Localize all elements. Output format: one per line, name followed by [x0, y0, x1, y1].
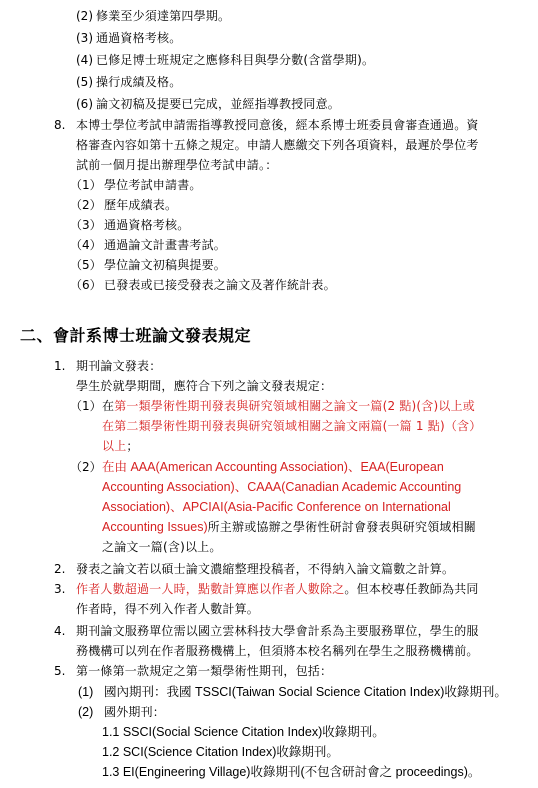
rule-1-b-emphasis: Association)、APCIAI(Asia-Pacific Conference on International [102, 500, 451, 514]
item-8-line: 試前一個月提出辦理學位考試申請。： [76, 158, 278, 172]
rule-5-b-number: (2) [78, 705, 94, 719]
req-num: (4) [76, 53, 93, 67]
rule-1-b-number: （2） [70, 460, 102, 474]
rule-1-a-number: （1） [70, 399, 102, 413]
rule-1-a-end: ； [126, 439, 139, 453]
rule-4-text: 務機構可以列在作者服務機構上，但須將本校名稱列在學生之服務機構前。 [76, 644, 479, 658]
doc-num: （2） [70, 198, 102, 212]
doc-text: 學位論文初稿與提要。 [104, 258, 227, 272]
rule-1-title: 期刊論文發表： [76, 359, 162, 373]
rule-1-a-emphasis: 在第二類學術性期刊發表與研究領域相關之論文兩篇(一篇 1 點)（含） [102, 419, 482, 433]
rule-3-text: 。但本校專任教師為共同 [344, 582, 479, 596]
req-text: 已修足博士班規定之應修科目與學分數(含當學期)。 [96, 53, 375, 67]
rule-3-text: 作者時，得不列入作者人數計算。 [76, 602, 260, 616]
section-heading: 二、會計系博士班論文發表規定 [20, 326, 252, 345]
req-num: (6) [76, 97, 93, 111]
rule-4-number: 4. [54, 624, 66, 638]
rule-5-a-text: 國內期刊：我國 TSSCI(Taiwan Social Science Citation Index)收錄期刊。 [104, 685, 507, 699]
rule-3-line [76, 580, 479, 598]
rule-4-text: 期刊論文服務單位需以國立雲林科技大學會計系為主要服務單位，學生的服 [76, 624, 479, 638]
req-text: 論文初稿及提要已完成，並經指導教授同意。 [96, 97, 341, 111]
doc-text: 通過資格考核。 [104, 218, 190, 232]
rule-1-b-emphasis: 在由 AAA(American Accounting Association)、EAA(European [102, 460, 444, 474]
journal-index-item: 1.2 SCI(Science Citation Index)收錄期刊。 [102, 745, 339, 759]
doc-num: （6） [70, 278, 102, 292]
rule-1-b-emphasis: Accounting Association)、CAAA(Canadian Academic Accounting [102, 480, 462, 494]
rule-1-b-text: 之論文一篇(含)以上。 [102, 540, 222, 554]
rule-2-text: 發表之論文若以碩士論文濃縮整理投稿者，不得納入論文篇數之計算。 [76, 562, 455, 576]
doc-text: 已發表或已接受發表之論文及著作統計表。 [104, 278, 336, 292]
rule-3-number: 3. [54, 582, 66, 596]
rule-1-intro: 學生於就學期間，應符合下列之論文發表規定： [76, 379, 333, 393]
rule-1-a-emphasis: 第一類學術性期刊發表與研究領域相關之論文一篇(2 點)(含)以上或 [114, 399, 475, 413]
item-8-line: 格審查內容如第十五條之規定。申請人應繳交下列各項資料，最遲於學位考 [76, 138, 479, 152]
rule-1-number: 1. [54, 359, 66, 373]
doc-text: 通過論文計畫書考試。 [104, 238, 227, 252]
rule-1-a-emphasis: 以上 [102, 439, 127, 453]
req-num: (5) [76, 75, 93, 89]
doc-text: 學位考試申請書。 [104, 178, 202, 192]
req-num: (2) [76, 9, 93, 23]
rule-1-b-line [102, 518, 476, 536]
rule-5-number: 5. [54, 664, 66, 678]
rule-5-text: 第一條第一款規定之第一類學術性期刊，包括： [76, 664, 333, 678]
journal-index-item: 1.1 SSCI(Social Science Citation Index)收錄期刊。 [102, 725, 385, 739]
rule-2-number: 2. [54, 562, 66, 576]
req-num: (3) [76, 31, 93, 45]
item-8-line: 本博士學位考試申請需指導教授同意後，經本系博士班委員會審查通過。資 [76, 118, 479, 132]
rule-3-emphasis: 作者人數超過一人時，點數計算應以作者人數除之 [76, 582, 345, 596]
item-8-number: 8. [54, 118, 66, 132]
req-text: 通過資格考核。 [96, 31, 182, 45]
doc-num: （5） [70, 258, 102, 272]
rule-5-b-text: 國外期刊： [104, 705, 166, 719]
doc-num: （1） [70, 178, 102, 192]
req-text: 操行成績及格。 [96, 75, 182, 89]
rule-1-a-lead: 在 [102, 399, 115, 413]
journal-index-item: 1.3 EI(Engineering Village)收錄期刊(不包含研討會之 proceedings)。 [102, 765, 481, 779]
doc-num: （3） [70, 218, 102, 232]
doc-text: 歷年成績表。 [104, 198, 178, 212]
rule-1-b-emphasis: Accounting Issues) [102, 520, 208, 534]
doc-num: （4） [70, 238, 102, 252]
rule-1-a-line [102, 437, 139, 455]
rule-1-a-line [102, 397, 475, 415]
rule-5-a-number: (1) [78, 685, 94, 699]
rule-1-b-text: 所主辦或協辦之學術性研討會發表與研究領域相關 [207, 520, 477, 534]
req-text: 修業至少須達第四學期。 [96, 9, 231, 23]
